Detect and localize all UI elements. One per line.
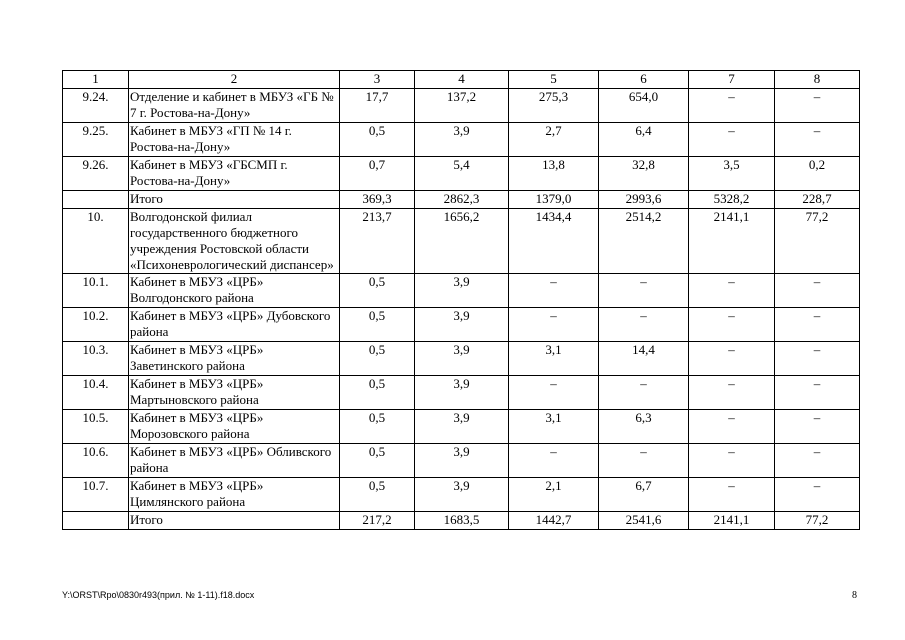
data-table xyxy=(62,70,860,530)
cell-col8: – xyxy=(775,308,860,342)
header-cell: 5 xyxy=(509,71,599,89)
row-name: Кабинет в МБУЗ «ГБСМП г. Ростова-на-Дону» xyxy=(129,157,340,191)
header-cell: 1 xyxy=(63,71,129,89)
cell-col6: 2993,6 xyxy=(599,191,689,209)
cell-col5: 1434,4 xyxy=(509,209,599,274)
cell-col3: 0,5 xyxy=(340,342,415,376)
cell-col6: – xyxy=(599,376,689,410)
cell-col4: 5,4 xyxy=(415,157,509,191)
row-name: Волгодонской филиал государственного бюджетного учреждения Ростовской области «Психоневрологический диспансер» xyxy=(129,209,340,274)
row-name: Кабинет в МБУЗ «ЦРБ» Морозовского района xyxy=(129,410,340,444)
cell-col7: 5328,2 xyxy=(689,191,775,209)
footer-file-path: Y:\ORST\Rpo\0830r493(прил. № 1-11).f18.docx xyxy=(62,590,255,600)
table-row xyxy=(63,444,860,478)
row-number: 9.25. xyxy=(63,123,129,157)
row-name: Кабинет в МБУЗ «ЦРБ» Обливского района xyxy=(129,444,340,478)
cell-col7: – xyxy=(689,410,775,444)
cell-col5: – xyxy=(509,274,599,308)
row-number: 9.24. xyxy=(63,89,129,123)
cell-col5: 2,7 xyxy=(509,123,599,157)
cell-col5: 1442,7 xyxy=(509,512,599,530)
cell-col3: 0,5 xyxy=(340,444,415,478)
cell-col5: – xyxy=(509,444,599,478)
cell-col4: 3,9 xyxy=(415,410,509,444)
row-name: Кабинет в МБУЗ «ЦРБ» Цимлянского района xyxy=(129,478,340,512)
table-row xyxy=(63,209,860,274)
cell-col3: 17,7 xyxy=(340,89,415,123)
cell-col8: – xyxy=(775,410,860,444)
cell-col4: 3,9 xyxy=(415,444,509,478)
cell-col3: 217,2 xyxy=(340,512,415,530)
total-row xyxy=(63,191,860,209)
cell-col6: 2514,2 xyxy=(599,209,689,274)
cell-col8: 228,7 xyxy=(775,191,860,209)
cell-col6: – xyxy=(599,308,689,342)
cell-col7: – xyxy=(689,478,775,512)
row-name: Кабинет в МБУЗ «ЦРБ» Волгодонского района xyxy=(129,274,340,308)
cell-col4: 2862,3 xyxy=(415,191,509,209)
cell-col6: – xyxy=(599,444,689,478)
cell-col6: 2541,6 xyxy=(599,512,689,530)
table-row xyxy=(63,123,860,157)
row-number xyxy=(63,191,129,209)
table-row xyxy=(63,89,860,123)
cell-col4: 3,9 xyxy=(415,342,509,376)
row-number: 10.4. xyxy=(63,376,129,410)
row-number xyxy=(63,512,129,530)
cell-col8: – xyxy=(775,89,860,123)
cell-col4: 1656,2 xyxy=(415,209,509,274)
cell-col8: – xyxy=(775,376,860,410)
cell-col7: – xyxy=(689,123,775,157)
row-number: 10. xyxy=(63,209,129,274)
cell-col8: – xyxy=(775,274,860,308)
cell-col7: – xyxy=(689,444,775,478)
table-row xyxy=(63,274,860,308)
cell-col4: 3,9 xyxy=(415,478,509,512)
row-number: 9.26. xyxy=(63,157,129,191)
total-row xyxy=(63,512,860,530)
cell-col8: 0,2 xyxy=(775,157,860,191)
cell-col6: 6,4 xyxy=(599,123,689,157)
cell-col3: 0,5 xyxy=(340,376,415,410)
cell-col6: 654,0 xyxy=(599,89,689,123)
row-name: Итого xyxy=(129,512,340,530)
cell-col6: 32,8 xyxy=(599,157,689,191)
cell-col4: 1683,5 xyxy=(415,512,509,530)
cell-col6: – xyxy=(599,274,689,308)
cell-col7: – xyxy=(689,376,775,410)
header-cell: 8 xyxy=(775,71,860,89)
row-name: Итого xyxy=(129,191,340,209)
row-name: Кабинет в МБУЗ «ЦРБ» Заветинского района xyxy=(129,342,340,376)
cell-col7: – xyxy=(689,274,775,308)
cell-col4: 3,9 xyxy=(415,376,509,410)
header-cell: 2 xyxy=(129,71,340,89)
cell-col7: – xyxy=(689,308,775,342)
cell-col7: 2141,1 xyxy=(689,209,775,274)
cell-col3: 0,5 xyxy=(340,308,415,342)
cell-col8: – xyxy=(775,478,860,512)
header-cell: 7 xyxy=(689,71,775,89)
cell-col6: 14,4 xyxy=(599,342,689,376)
cell-col4: 3,9 xyxy=(415,123,509,157)
cell-col5: 3,1 xyxy=(509,342,599,376)
cell-col5: 13,8 xyxy=(509,157,599,191)
row-name: Кабинет в МБУЗ «ГП № 14 г. Ростова-на-Дону» xyxy=(129,123,340,157)
cell-col3: 0,5 xyxy=(340,478,415,512)
cell-col3: 0,5 xyxy=(340,123,415,157)
cell-col4: 3,9 xyxy=(415,274,509,308)
cell-col5: 2,1 xyxy=(509,478,599,512)
table-row xyxy=(63,410,860,444)
cell-col6: 6,3 xyxy=(599,410,689,444)
row-name: Кабинет в МБУЗ «ЦРБ» Мартыновского района xyxy=(129,376,340,410)
table-row xyxy=(63,376,860,410)
row-number: 10.1. xyxy=(63,274,129,308)
cell-col5: 3,1 xyxy=(509,410,599,444)
cell-col3: 0,7 xyxy=(340,157,415,191)
row-number: 10.5. xyxy=(63,410,129,444)
cell-col3: 0,5 xyxy=(340,274,415,308)
cell-col5: – xyxy=(509,376,599,410)
table-row xyxy=(63,157,860,191)
cell-col3: 369,3 xyxy=(340,191,415,209)
cell-col4: 3,9 xyxy=(415,308,509,342)
cell-col8: 77,2 xyxy=(775,512,860,530)
table-row xyxy=(63,342,860,376)
row-number: 10.6. xyxy=(63,444,129,478)
cell-col7: 2141,1 xyxy=(689,512,775,530)
header-cell: 6 xyxy=(599,71,689,89)
cell-col8: – xyxy=(775,342,860,376)
cell-col8: 77,2 xyxy=(775,209,860,274)
cell-col3: 213,7 xyxy=(340,209,415,274)
row-name: Отделение и кабинет в МБУЗ «ГБ № 7 г. Ростова-на-Дону» xyxy=(129,89,340,123)
row-number: 10.2. xyxy=(63,308,129,342)
header-row xyxy=(63,71,860,89)
cell-col7: – xyxy=(689,89,775,123)
row-name: Кабинет в МБУЗ «ЦРБ» Дубовского района xyxy=(129,308,340,342)
table-row xyxy=(63,308,860,342)
cell-col4: 137,2 xyxy=(415,89,509,123)
cell-col3: 0,5 xyxy=(340,410,415,444)
page-number: 8 xyxy=(852,590,857,601)
row-number: 10.3. xyxy=(63,342,129,376)
table-row xyxy=(63,478,860,512)
cell-col8: – xyxy=(775,444,860,478)
header-cell: 3 xyxy=(340,71,415,89)
cell-col5: 1379,0 xyxy=(509,191,599,209)
cell-col5: – xyxy=(509,308,599,342)
header-cell: 4 xyxy=(415,71,509,89)
cell-col7: 3,5 xyxy=(689,157,775,191)
cell-col8: – xyxy=(775,123,860,157)
row-number: 10.7. xyxy=(63,478,129,512)
cell-col6: 6,7 xyxy=(599,478,689,512)
cell-col7: – xyxy=(689,342,775,376)
cell-col5: 275,3 xyxy=(509,89,599,123)
